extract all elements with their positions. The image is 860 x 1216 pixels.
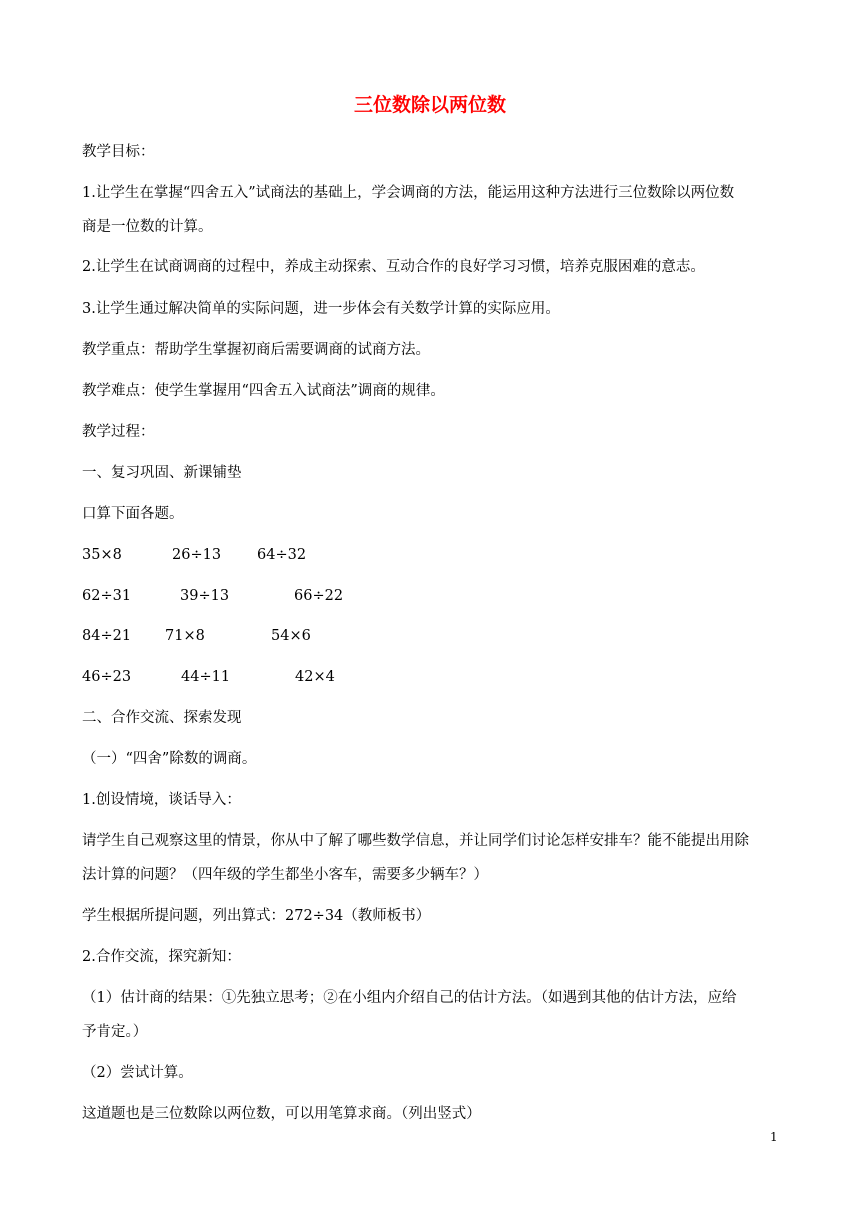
goal-2: 2.让学生在试商调商的过程中，养成主动探索、互动合作的良好学习习惯，培养克服困难的意志。 (82, 259, 705, 275)
exercise-item: 54×6 (271, 628, 311, 644)
exercise-item: 64÷32 (257, 547, 307, 563)
exercise-item: 42×4 (295, 669, 335, 685)
exercise-item: 62÷31 (82, 588, 132, 604)
difficulty: 教学难点：使学生掌握用“四舍五入试商法”调商的规律。 (82, 383, 445, 399)
exercise-item: 71×8 (165, 628, 205, 644)
exercise-item: 84÷21 (82, 628, 132, 644)
subsection-1-heading: （一）“四舍”除数的调商。 (82, 751, 257, 767)
paragraph-1-line-1: 请学生自己观察这里的情景，你从中了解了哪些数学信息，并让同学们讨论怎样安排车？能不能提出用除 (82, 833, 749, 849)
exercise-item: 66÷22 (294, 588, 344, 604)
paragraph-2: 学生根据所提问题，列出算式：272÷34（教师板书） (82, 908, 431, 924)
step-1: 1.创设情境，谈话导入： (82, 792, 241, 808)
oral-calc-instruction: 口算下面各题。 (82, 506, 184, 522)
last-paragraph: 这道题也是三位数除以两位数，可以用笔算求商。（列出竖式） (82, 1106, 481, 1122)
estimate-line-1: （1）估计商的结果：①先独立思考；②在小组内介绍自己的估计方法。（如遇到其他的估计方法，应给 (82, 990, 737, 1006)
paragraph-1-line-2: 法计算的问题？（四年级的学生都坐小客车，需要多少辆车？） (82, 867, 488, 883)
exercise-item: 39÷13 (180, 588, 230, 604)
goal-1-line-1: 1.让学生在掌握“四舍五入”试商法的基础上，学会调商的方法，能运用这种方法进行三位数除以两位数 (82, 185, 735, 201)
exercise-item: 46÷23 (82, 669, 132, 685)
section-2-heading: 二、合作交流、探索发现 (82, 710, 242, 726)
process-heading: 教学过程： (82, 424, 155, 440)
exercise-item: 26÷13 (172, 547, 222, 563)
exercise-item: 44÷11 (181, 669, 231, 685)
goal-3: 3.让学生通过解决简单的实际问题，进一步体会有关数学计算的实际应用。 (82, 301, 560, 317)
step-2: 2.合作交流，探究新知： (82, 949, 241, 965)
document-title: 三位数除以两位数 (353, 94, 506, 116)
goals-heading: 教学目标： (82, 144, 155, 160)
section-1-heading: 一、复习巩固、新课铺垫 (82, 465, 242, 481)
try-calc: （2）尝试计算。 (82, 1065, 193, 1081)
page-number: 1 (770, 1130, 778, 1144)
estimate-line-2: 予肯定。） (82, 1024, 148, 1040)
exercise-item: 35×8 (82, 547, 122, 563)
key-point: 教学重点：帮助学生掌握初商后需要调商的试商方法。 (82, 342, 430, 358)
goal-1-line-2: 商是一位数的计算。 (82, 219, 213, 235)
